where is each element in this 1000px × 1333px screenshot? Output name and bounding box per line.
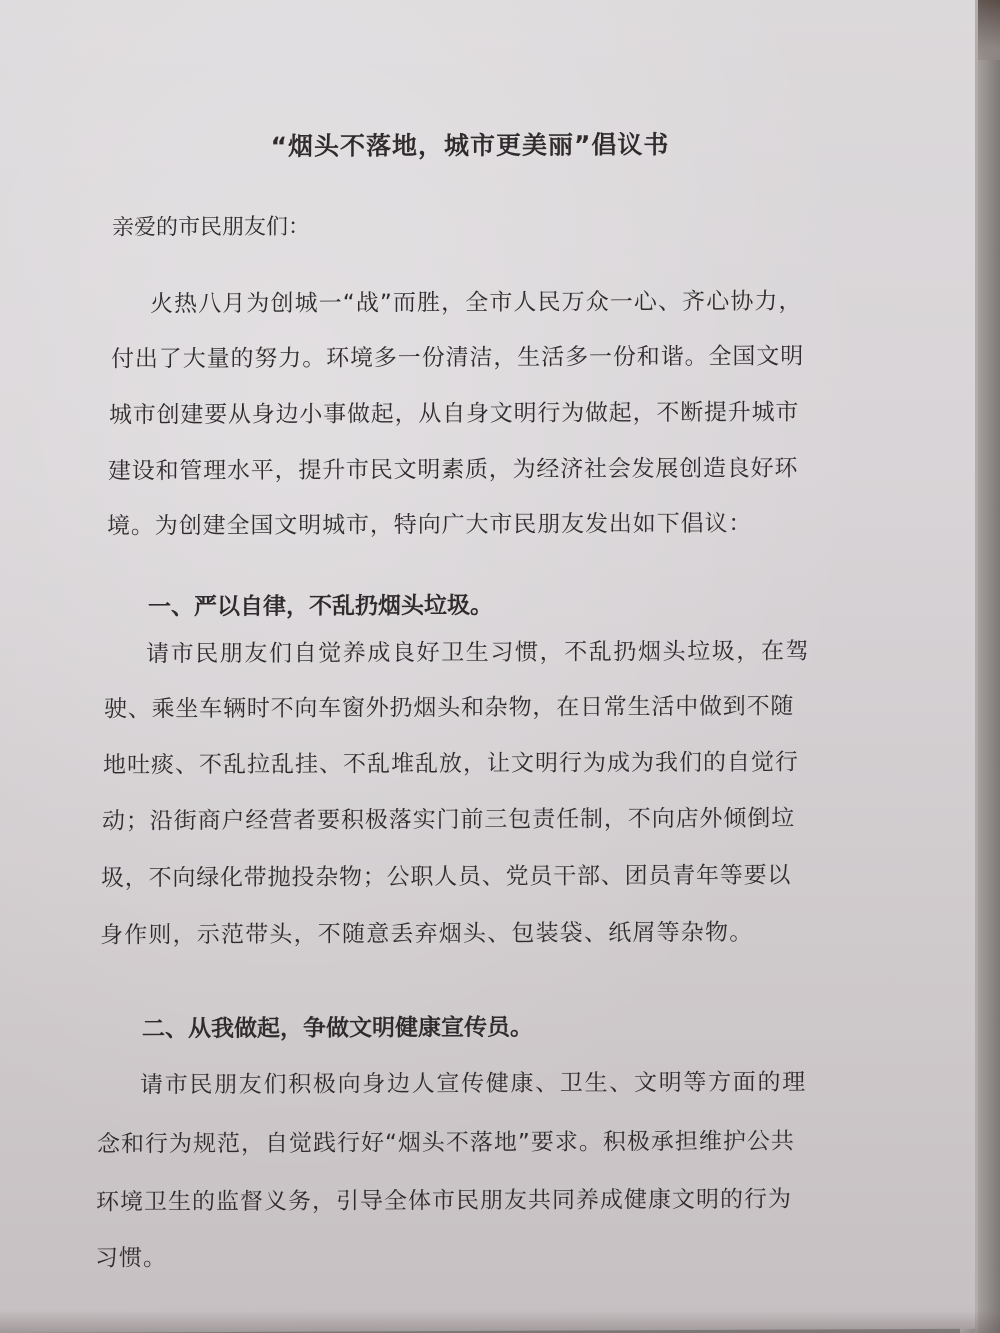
section-line: 圾，不向绿化带抛投杂物；公职人员、党员干部、团员青年等要以 bbox=[101, 862, 792, 892]
document-title: “烟头不落地，城市更美丽”倡议书 bbox=[270, 130, 670, 161]
intro-line: 火热八月为创城一“战”而胜，全市人民万众一心、齐心协力， bbox=[150, 288, 803, 318]
section-line: 念和行为规范，自觉践行好“烟头不落地”要求。积极承担维护公共 bbox=[97, 1128, 795, 1158]
intro-line: 城市创建要从身边小事做起，从自身文明行为做起，不断提升城市 bbox=[109, 399, 800, 429]
intro-line: 境。为创建全国文明城市，特向广大市民朋友发出如下倡议： bbox=[107, 510, 753, 540]
intro-line: 付出了大量的努力。环境多一份清洁，生活多一份和谐。全国文明 bbox=[111, 343, 805, 373]
section-line: 地吐痰、不乱拉乱挂、不乱堆乱放，让文明行为成为我们的自觉行 bbox=[103, 749, 799, 779]
section-heading: 一、严以自律，不乱扔烟头垃圾。 bbox=[148, 592, 493, 621]
intro-line: 建设和管理水平，提升市民文明素质，为经济社会发展创造良好环 bbox=[108, 455, 799, 485]
section-line: 驶、乘坐车辆时不向车窗外扔烟头和杂物，在日常生活中做到不随 bbox=[104, 693, 795, 723]
section-line: 请市民朋友们自觉养成良好卫生习惯，不乱扔烟头垃圾，在驾 bbox=[146, 638, 811, 668]
section-line: 习惯。 bbox=[95, 1245, 167, 1272]
paper-shadow bbox=[0, 1310, 1000, 1333]
section-line: 动；沿街商户经营者要积极落实门前三包责任制，不向店外倾倒垃 bbox=[102, 805, 796, 835]
section-line: 环境卫生的监督义务，引导全体市民朋友共同养成健康文明的行为 bbox=[96, 1186, 792, 1216]
section-line: 请市民朋友们积极向身边人宣传健康、卫生、文明等方面的理 bbox=[140, 1069, 807, 1099]
section-heading: 二、从我做起，争做文明健康宣传员。 bbox=[142, 1014, 533, 1043]
paper-edge bbox=[975, 0, 978, 1333]
salutation: 亲爱的市民朋友们： bbox=[112, 214, 311, 241]
section-line: 身作则，示范带头，不随意丢弃烟头、包装袋、纸屑等杂物。 bbox=[100, 919, 754, 949]
